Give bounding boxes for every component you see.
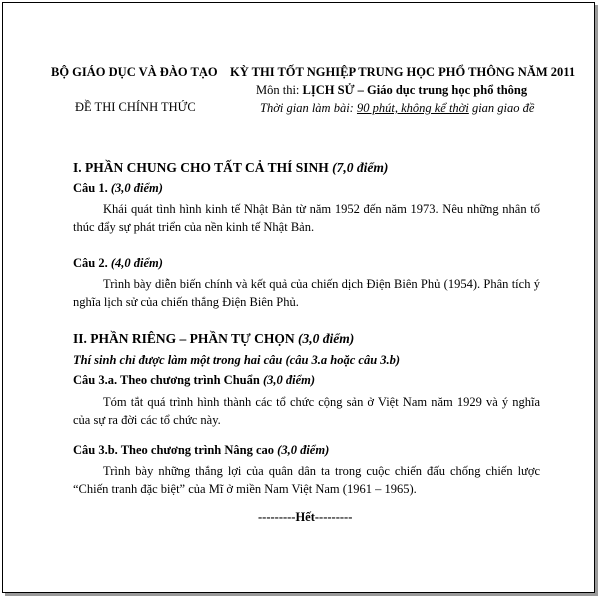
time-value: 90 phút, không kể thời	[356, 101, 469, 115]
question3a-text: Tóm tắt quá trình hình thành các tổ chức cộng sản ở Việt Nam năm 1929 và ý nghĩa của sự ra đời các tổ chức này.	[73, 395, 540, 427]
exam-title: KỲ THI TỐT NGHIỆP TRUNG HỌC PHỔ THÔNG NĂM 2011	[230, 65, 576, 79]
exam-subject	[256, 83, 527, 98]
question3a-heading: Câu 3.a. Theo chương trình Chuẩn (3,0 điểm)	[73, 373, 316, 387]
subject-name: LỊCH SỬ – Giáo dục trung học phổ thông	[302, 83, 528, 97]
exam-page	[2, 2, 595, 593]
end-marker: ---------Hết---------	[258, 510, 353, 524]
question2-text: Trình bày diễn biến chính và kết quả của chiến dịch Điện Biên Phủ (1954). Phân tích ý nghĩa lịch sử của chiến thắng Điện Biên Phủ.	[73, 277, 540, 309]
question3b-heading: Câu 3.b. Theo chương trình Nâng cao (3,0 điểm)	[73, 443, 330, 457]
subject-prefix: Môn thi:	[256, 83, 303, 97]
official-exam-label: ĐỀ THI CHÍNH THỨC	[75, 100, 196, 114]
part2-instruction: Thí sinh chỉ được làm một trong hai câu (câu 3.a hoặc câu 3.b)	[73, 353, 401, 367]
question3b-text: Trình bày những thắng lợi của quân dân ta trong cuộc chiến đấu chống chiến lược “Chiến tranh đặc biệt” của Mĩ ở miền Nam Việt Nam (1961 – 1965).	[73, 464, 540, 496]
time-prefix: Thời gian làm bài:	[260, 101, 357, 115]
question1-text: Khái quát tình hình kinh tế Nhật Bản từ năm 1952 đến năm 1973. Nêu những nhân tố thúc đẩy sự phát triển của nền kinh tế Nhật Bản.	[73, 202, 540, 234]
time-suffix: gian giao đề	[468, 101, 535, 115]
question2-heading: Câu 2. (4,0 điểm)	[73, 256, 163, 270]
question1-heading: Câu 1. (3,0 điểm)	[73, 181, 163, 195]
part2-title: II. PHẦN RIÊNG – PHẦN TỰ CHỌN (3,0 điểm)	[73, 331, 355, 346]
ministry-name: BỘ GIÁO DỤC VÀ ĐÀO TẠO	[51, 65, 218, 79]
part1-title: I. PHẦN CHUNG CHO TẤT CẢ THÍ SINH (7,0 điểm)	[73, 160, 389, 175]
exam-time	[260, 101, 534, 116]
